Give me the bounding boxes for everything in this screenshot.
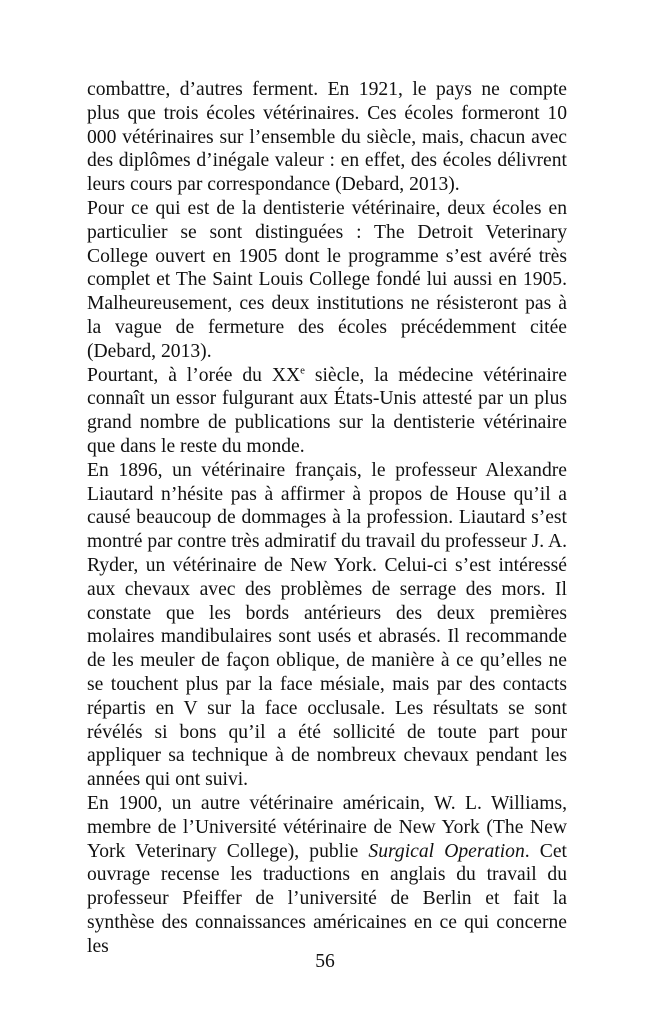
paragraph-5-rest: . Cet ouvrage recense les traductions en anglais du travail du professeur Pfeiffer de l’université de Berlin et fait la synthèse des connaissances américaines en ce qui concerne les (87, 840, 567, 957)
book-title: Surgical Operation (368, 840, 525, 862)
page-number: 56 (315, 951, 335, 972)
paragraph-4: En 1896, un vétérinaire français, le professeur Alexandre Liautard n’hésite pas à affirmer à propos de House qu’il a causé beaucoup de dommages à la profession. Liautard s’est montré par contre très admiratif du travail du professeur J. A. Ryder, un vétérinaire de New York. Celui-ci s’est intéressé aux chevaux avec des problèmes de serrage des mors. Il constate que les bords antérieurs des deux premières molaires mandibulaires sont usés et abrasés. Il recommande de les meuler de façon oblique, de manière à ce qu’elles ne se touchent plus par la face mésiale, mais par des contacts répartis en V sur la face occlusale. Les résultats se sont révélés si bons qu’il a été sollicité de toute part pour appliquer sa technique à de nombreux chevaux pendant les années qui ont suivi. (87, 459, 567, 791)
paragraph-1: combattre, d’autres ferment. En 1921, le pays ne compte plus que trois écoles vétérinaires. Ces écoles formeront 10 000 vétérinaires sur l’ensemble du siècle, mais, chacun avec des diplômes d’inégale valeur : en effet, des écoles délivrent leurs cours par correspondance (Debard, 2013). (87, 79, 567, 196)
paragraph-5 (87, 792, 567, 959)
paragraph-2: Pour ce qui est de la dentisterie vétérinaire, deux écoles en particulier se sont distinguées : The Detroit Veterinary College ouvert en 1905 dont le programme s’est avéré très complet et The Saint Louis College fondé lui aussi en 1905. Malheureusement, ces deux institutions ne résisteront pas à la vague de fermeture des écoles précédemment citée (Debard, 2013). (87, 197, 567, 362)
paragraph-5-start: En 1900, un autre vétérinaire américain, W. L. Williams, membre de l’Université vétérinaire de New York (The New York Veterinary College), publie (87, 792, 567, 862)
paragraph-3-rest: siècle, la médecine vétérinaire connaît un essor fulgurant aux États-Unis attesté par un plus grand nombre de publications sur la dentisterie vétérinaire que dans le reste du monde. (87, 364, 567, 457)
century-superscript: e (300, 364, 305, 377)
paragraph-3-start: Pourtant, à l’orée du XX (87, 364, 301, 386)
paragraph-3 (87, 364, 567, 459)
body-text (87, 78, 567, 958)
